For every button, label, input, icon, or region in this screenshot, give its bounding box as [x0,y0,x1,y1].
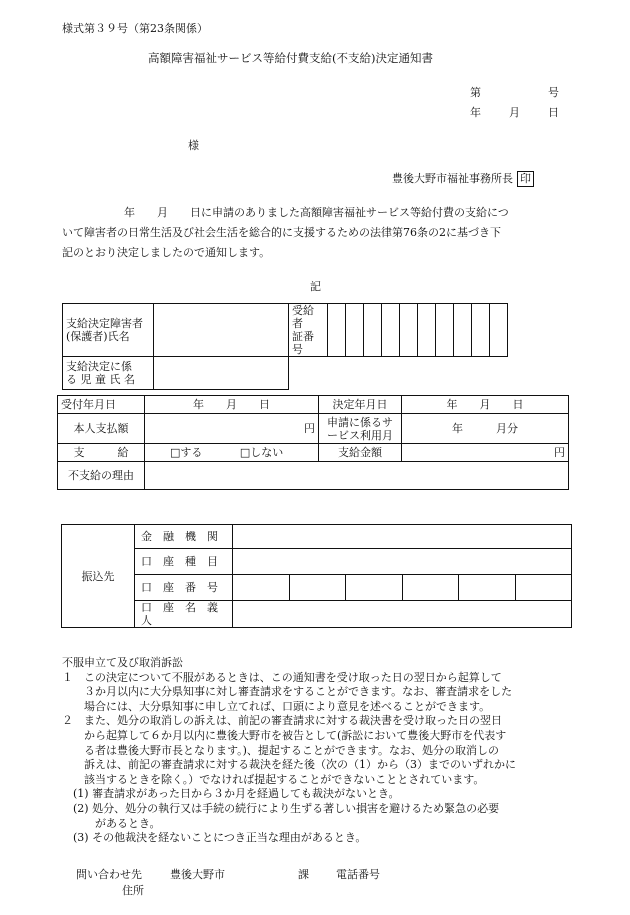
decision-table [57,395,569,490]
recipient-digit-9[interactable] [472,304,490,357]
appeal-line: があるとき。 [62,816,161,830]
number-suffix: 号 [548,86,559,99]
payment-no-checkbox[interactable]: □しない [239,446,284,459]
appeal-section [62,656,582,846]
recipient-number-label: 受給者 証番号 [289,304,328,357]
self-pay-label: 本人支払額 [58,414,145,444]
account-holder-label: 口 座 名 義 人 [135,601,233,628]
reason-field[interactable] [145,462,569,490]
account-digit-3[interactable] [346,575,403,601]
appeal-line: 場合には、大分県知事に申し立てれば、口頭により意見を述べることができます。 [62,699,491,713]
account-digit-4[interactable] [402,575,459,601]
account-number-label: 口 座 番 号 [135,575,233,601]
applicant-table [62,303,508,390]
appeal-line: ３か月以内に大分県知事に対し審査請求をすることができます。なお、審査請求をした [62,685,513,699]
contact-label: 問い合わせ先 [76,868,142,881]
form-number: 様式第３９号（第23条関係） [62,22,208,35]
account-digit-1[interactable] [233,575,290,601]
appeal-line: 該当するときを除く。）でなければ提起することができないこととされています。 [62,772,485,786]
guardian-name-label: 支給決定障害者 (保護者)氏名 [63,304,154,357]
issuer-line [392,170,534,187]
payment-options [145,444,319,462]
decision-date-value[interactable]: 年 月 日 [402,396,569,414]
contact-city: 豊後大野市 [170,868,225,881]
contact-address: 住所 [122,884,144,897]
payment-yes-checkbox[interactable]: □する [170,446,203,459]
bank-name-field[interactable] [233,525,572,549]
addressee-suffix: 様 [188,139,199,152]
receipt-date-label: 受付年月日 [58,396,145,414]
contact-section: 課 [298,868,309,881]
self-pay-yen[interactable]: 円 [145,414,319,444]
service-month-label: 申請に係るサ ービス利用月 [319,414,402,444]
appeal-heading: 不服申立て及び取消訴訟 [62,656,183,669]
recipient-digit-3[interactable] [364,304,382,357]
contact-phone: 電話番号 [336,868,380,881]
appeal-line: (2) 処分、処分の執行又は手続の続行により生ずる著しい損害を避けるため緊急の必要 [62,801,500,815]
appeal-line: ２ また、処分の取消しの訴えは、前記の審査請求に対する裁決書を受け取った日の翌日 [62,714,502,728]
bank-name-label: 金 融 機 関 [135,525,233,549]
body-line-2: いて障害者の日常生活及び社会生活を総合的に支援するための法律第76条の2に基づき下 [62,226,501,239]
service-month-value[interactable]: 年 月分 [402,414,569,444]
child-name-field[interactable] [154,357,289,390]
recipient-digit-1[interactable] [328,304,346,357]
appeal-line: 訴えは、前記の審査請求に対する裁決を経た後（次の（1）から（3）までのいずれかに [62,758,516,772]
recipient-digit-5[interactable] [400,304,418,357]
recipient-digit-6[interactable] [418,304,436,357]
appeal-line: から起算して６か月以内に豊後大野市を被告として(訴訟において豊後大野市を代表す [62,728,507,742]
account-type-label: 口 座 種 目 [135,549,233,575]
date-month: 月 [509,106,520,119]
guardian-name-field[interactable] [154,304,289,357]
number-prefix: 第 [470,86,481,99]
appeal-line: (1) 審査請求があった日から３か月を経過しても裁決がないとき。 [62,787,400,801]
account-type-field[interactable] [233,549,572,575]
recipient-digit-4[interactable] [382,304,400,357]
child-name-label: 支給決定に係 る 児 童 氏 名 [63,357,154,390]
recipient-digit-10[interactable] [490,304,508,357]
transfer-label: 振込先 [62,525,135,628]
seal-mark: 印 [517,171,534,187]
receipt-date-value[interactable]: 年 月 日 [145,396,319,414]
date-day: 日 [548,106,559,119]
amount-label: 支給金額 [319,444,402,462]
payment-label: 支 給 [58,444,145,462]
transfer-table [61,524,572,628]
account-holder-field[interactable] [233,601,572,628]
appeal-line: (3) その他裁決を経ないことにつき正当な理由があるとき。 [62,831,367,845]
account-digit-6[interactable] [515,575,572,601]
document-title: 高額障害福祉サービス等給付費支給(不支給)決定通知書 [148,51,433,65]
appeal-line: １ この決定について不服があるときは、この通知書を受け取った日の翌日から起算して [62,670,502,684]
body-line-1: 年 月 日に申請のありました高額障害福祉サービス等給付費の支給につ [124,206,509,219]
reason-label: 不支給の理由 [58,462,145,490]
recipient-digit-8[interactable] [454,304,472,357]
recipient-digit-2[interactable] [346,304,364,357]
appeal-line: る者は豊後大野市長となります。)、提起することができます。なお、処分の取消しの [62,743,500,757]
account-digit-2[interactable] [289,575,346,601]
date-year: 年 [470,106,481,119]
ki-label: 記 [310,280,321,293]
amount-yen[interactable]: 円 [402,444,569,462]
recipient-digit-7[interactable] [436,304,454,357]
account-digit-5[interactable] [459,575,516,601]
body-line-3: 記のとおり決定しましたので通知します。 [62,246,271,259]
decision-date-label: 決定年月日 [319,396,402,414]
issuer-name: 豊後大野市福祉事務所長 [392,172,513,185]
